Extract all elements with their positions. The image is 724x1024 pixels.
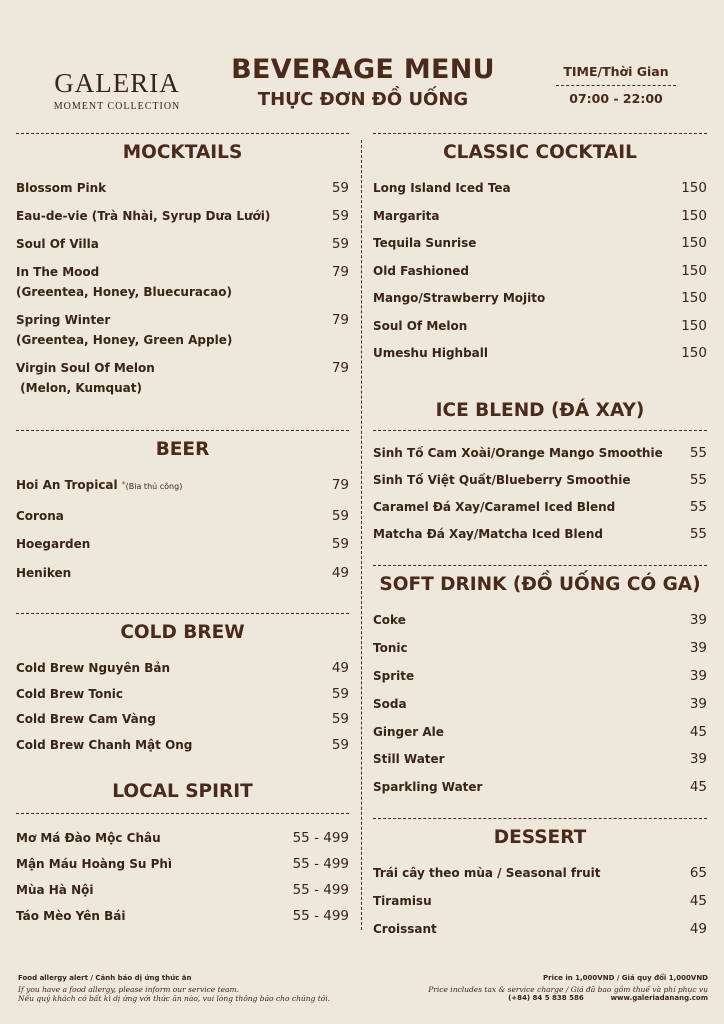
menu-item [16,506,349,526]
section-title: SOFT DRINK (ĐỒ UỐNG CÓ GA) [379,574,701,595]
menu-item-text [16,684,123,704]
section-title: BEER [155,439,210,460]
menu-item-name [16,684,123,704]
menu-item-name [373,777,482,797]
menu-item-text [16,310,232,350]
menu-item-name [16,206,270,226]
menu-item-name-text: Hoi An Tropical [16,478,118,493]
menu-item-name-text: Cold Brew Chanh Mật Ong [16,737,193,752]
menu-item-name-text: Mận Máu Hoàng Su Phì [16,857,173,872]
menu-item-text [373,777,482,797]
section-classic-cocktail [373,133,707,363]
item-list [373,443,707,544]
menu-item-name [373,443,663,463]
menu-item-name [373,919,437,939]
section-beer [16,430,349,583]
menu-item-name [373,288,545,308]
menu-item-price: 55 [689,499,707,516]
menu-item [16,310,349,350]
menu-item-text [373,443,663,463]
menu-item [373,443,707,463]
menu-item-price: 39 [689,695,707,712]
menu-item-name [373,261,469,281]
section-divider [373,565,707,566]
menu-item-text [373,863,600,883]
menu-item-name [373,178,511,198]
section-dessert [373,818,707,939]
menu-item-text [16,563,71,583]
menu-item-name-text: Spring Winter [16,313,111,328]
menu-item-name [16,735,192,755]
menu-item-text [373,722,444,742]
menu-item [16,262,349,302]
logo-name: GALERIA [54,68,180,98]
allergy-text-en: If you have a food allergy, please inform our service team. [18,985,240,994]
menu-item-name [16,854,172,874]
item-list [16,828,349,926]
item-list [373,610,707,797]
menu-item-text [16,709,156,729]
menu-item [373,749,707,769]
menu-item-price: 55 - 499 [292,882,349,899]
menu-item [373,288,707,308]
menu-item-name-text: Hoegarden [16,537,91,552]
tax-note: Price includes tax & service charge / Giá đã bao gồm thuế và phí phục vụ [428,985,708,994]
menu-item-name [16,262,232,282]
menu-item-text [16,206,270,226]
logo-subtitle: MOMENT COLLECTION [53,101,181,112]
menu-title-block [196,54,530,110]
menu-item-name-text: Tequila Sunrise [373,236,477,251]
allergy-notice [18,974,398,1003]
menu-item [16,906,349,926]
menu-item-text [373,610,406,630]
menu-item-text [16,358,155,398]
menu-item-name-text: Eau-de-vie (Trà Nhài, Syrup Dưa Lưới) [16,209,271,224]
item-list [373,863,707,939]
menu-item [16,684,349,704]
menu-item-text [373,233,476,253]
menu-item-text [373,470,631,490]
menu-item-name-text: Long Island Iced Tea [373,181,511,196]
menu-item-name [16,310,232,330]
menu-item-text [16,735,192,755]
menu-item-text [373,694,407,714]
menu-item-text [16,475,182,497]
menu-item-text [373,638,408,658]
menu-item-name [373,233,476,253]
menu-item-name [16,506,64,526]
menu-item-name-text: Sinh Tố Cam Xoài/Orange Mango Smoothie [373,446,663,461]
menu-item [16,358,349,398]
menu-title: BEVERAGE MENU [231,54,495,85]
menu-item-name-text: Margarita [373,208,440,223]
menu-item-name-text: Táo Mèo Yên Bái [16,909,126,924]
menu-item-name [16,178,106,198]
section-divider [16,133,349,134]
section-mocktails [16,133,349,398]
menu-item-name [16,563,71,583]
menu-item-name-text: Mùa Hà Nội [16,883,94,898]
contact-line [420,994,708,1002]
menu-item-description: (Greentea, Honey, Bluecuracao) [16,285,232,300]
menu-item-price: 55 [689,472,707,489]
section-divider [373,818,707,819]
menu-item-name [16,234,99,254]
menu-item [373,694,707,714]
menu-item-price: 59 [331,236,349,253]
menu-item-name-text: In The Mood [16,265,100,280]
section-divider [373,133,707,134]
section-soft-drink [373,565,707,797]
menu-item-name-text: Croissant [373,922,437,937]
menu-item [373,777,707,797]
menu-item-text [16,178,106,198]
section-title: CLASSIC COCKTAIL [443,142,637,163]
menu-item-price: 45 [689,723,707,740]
menu-item-price: 150 [681,317,707,334]
menu-item-name-text: Soul Of Melon [373,318,468,333]
menu-item [373,610,707,630]
menu-item-price: 45 [689,779,707,796]
menu-item-text [373,749,445,769]
menu-item-name-text: Cold Brew Cam Vàng [16,712,156,727]
menu-item [16,735,349,755]
menu-item-name-text: Ginger Ale [373,724,444,739]
section-title: COLD BREW [120,622,245,643]
section-divider [16,430,349,431]
menu-item [373,206,707,226]
menu-item-name [373,610,406,630]
menu-item-name-text: Heniken [16,565,72,580]
craft-marker: * [121,480,126,490]
section-ice-blend [373,401,707,544]
menu-item-name-text: Umeshu Highball [373,346,488,361]
menu-item-price: 55 - 499 [292,856,349,873]
menu-item [373,863,707,883]
menu-item-price: 49 [331,660,349,677]
menu-item [373,722,707,742]
menu-item-text [373,316,467,336]
menu-item [16,828,349,848]
phone-number[interactable]: (+84) 84 5 838 586 [508,994,584,1002]
craft-beer-tag: (Bia thủ công) [125,482,183,492]
column-divider [361,140,362,930]
time-label: TIME/Thời Gian [563,64,669,79]
menu-item-name [373,694,407,714]
menu-item [373,891,707,911]
menu-item-price: 49 [689,921,707,938]
menu-item-name-text: Tiramisu [373,894,432,909]
menu-item-description: (Melon, Kumquat) [16,381,142,396]
menu-item-name-text: Cold Brew Tonic [16,686,124,701]
menu-item-text [373,206,440,226]
price-note: Price in 1,000VND / Giá quy đổi 1,000VND [543,974,708,982]
menu-item-name-text: Soda [373,696,407,711]
menu-item-price: 39 [689,640,707,657]
menu-item [373,343,707,363]
menu-item [373,233,707,253]
menu-item-price: 39 [689,751,707,768]
menu-item-name-text: Sprite [373,668,415,683]
menu-item [373,470,707,490]
menu-item-text [16,828,161,848]
item-list [373,178,707,363]
menu-item-name [16,658,170,678]
time-value: 07:00 - 22:00 [569,91,663,106]
menu-item [373,316,707,336]
menu-item-price: 79 [331,264,349,281]
menu-item-name-text: Cold Brew Nguyên Bản [16,661,171,676]
section-cold-brew [16,613,349,755]
menu-item-text [373,178,511,198]
menu-item-name-text: Blossom Pink [16,181,107,196]
menu-item [16,658,349,678]
menu-item-name-text: Corona [16,508,64,523]
menu-item-text [16,854,172,874]
menu-item [16,206,349,226]
menu-item-price: 59 [331,685,349,702]
section-local-spirit [16,782,349,926]
menu-item-name-text: Mơ Má Đào Mộc Châu [16,831,161,846]
menu-item-text [16,880,93,900]
menu-item-name [373,470,631,490]
menu-item-text [373,919,437,939]
menu-item-name [373,343,488,363]
menu-item [16,880,349,900]
menu-item-text [16,906,125,926]
section-divider [373,430,707,431]
menu-item-price: 79 [331,477,349,494]
menu-item-price: 79 [331,360,349,377]
menu-item-name [373,524,603,544]
section-divider [16,613,349,614]
menu-item-name-text: Sparkling Water [373,780,483,795]
menu-item-text [373,288,545,308]
menu-item-name [373,206,440,226]
menu-item-price: 59 [331,711,349,728]
menu-item [373,497,707,517]
menu-item-name [16,828,161,848]
menu-item-text [373,666,414,686]
menu-item-text [16,534,90,554]
menu-item [16,854,349,874]
menu-item-price: 55 [689,526,707,543]
menu-item [16,534,349,554]
menu-item-price: 39 [689,667,707,684]
menu-item-name [373,749,445,769]
menu-item-name-text: Trái cây theo mùa / Seasonal fruit [373,866,601,881]
menu-item-name [373,638,408,658]
section-title: LOCAL SPIRIT [112,781,253,802]
section-divider [16,813,349,814]
menu-item [16,178,349,198]
menu-item-price: 79 [331,312,349,329]
menu-item-name-text: Caramel Đá Xay/Caramel Iced Blend [373,500,616,515]
menu-item-price: 55 - 499 [292,908,349,925]
time-divider [556,85,676,86]
menu-item-text [16,658,170,678]
brand-logo [52,70,182,112]
menu-item-text [373,343,488,363]
menu-item-price: 59 [331,208,349,225]
menu-item [16,563,349,583]
menu-item-name-text: Matcha Đá Xay/Matcha Iced Blend [373,527,603,542]
menu-item-name-text: Coke [373,613,406,628]
price-notice [420,974,708,1002]
item-list [16,658,349,755]
item-list [16,178,349,398]
menu-item [373,919,707,939]
menu-item-price: 59 [331,180,349,197]
menu-item [16,475,349,497]
menu-item-name [16,475,182,497]
menu-item-price: 150 [681,345,707,362]
menu-item [16,709,349,729]
menu-item-name [373,891,432,911]
menu-item-price: 150 [681,235,707,252]
menu-item [373,261,707,281]
allergy-text-vi: Nếu quý khách có bất kì dị ứng với thức ăn nào, vui lòng thông báo cho chúng tôi. [18,994,331,1003]
menu-item-price: 39 [689,612,707,629]
menu-item-name [16,906,125,926]
menu-item-text [373,497,615,517]
menu-item-name-text: Virgin Soul Of Melon [16,361,155,376]
menu-item-name [16,534,90,554]
menu-item-name [373,497,615,517]
menu-item-name [16,880,93,900]
menu-item-description: (Greentea, Honey, Green Apple) [16,333,233,348]
menu-item-name-text: Mango/Strawberry Mojito [373,291,546,306]
menu-item-text [373,524,603,544]
menu-item-text [16,506,64,526]
website-link[interactable]: www.galeriadanang.com [610,994,708,1002]
menu-item-text [16,234,99,254]
menu-item-price: 150 [681,290,707,307]
menu-item-name [16,358,155,378]
menu-item-price: 65 [689,865,707,882]
menu-item [373,178,707,198]
section-title: ICE BLEND (ĐÁ XAY) [435,400,645,421]
menu-item-name-text: Soul Of Villa [16,237,99,252]
menu-item-name [373,722,444,742]
menu-item-price: 150 [681,262,707,279]
menu-item [373,666,707,686]
menu-item-price: 59 [331,536,349,553]
menu-item-name-text: Sinh Tố Việt Quất/Blueberry Smoothie [373,473,631,488]
menu-item [373,638,707,658]
menu-item-price: 49 [331,564,349,581]
menu-item-text [16,262,232,302]
section-title: MOCKTAILS [122,142,243,163]
menu-item-name-text: Tonic [373,641,408,656]
menu-subtitle: THỰC ĐƠN ĐỒ UỐNG [257,89,469,111]
menu-item-text [373,891,432,911]
menu-item-name-text: Old Fashioned [373,263,469,278]
menu-item-name [373,316,467,336]
menu-item-name [373,666,414,686]
menu-item-name [373,863,600,883]
opening-hours [546,64,686,106]
menu-item-price: 150 [681,180,707,197]
menu-item-price: 55 - 499 [292,830,349,847]
menu-item-name-text: Still Water [373,752,445,767]
menu-item-price: 55 [689,445,707,462]
menu-item-price: 59 [331,736,349,753]
menu-item-price: 45 [689,893,707,910]
menu-item [373,524,707,544]
section-title: DESSERT [493,827,587,848]
menu-item [16,234,349,254]
allergy-title: Food allergy alert / Cảnh báo dị ứng thức ăn [18,974,192,982]
menu-item-price: 59 [331,507,349,524]
menu-item-price: 150 [681,207,707,224]
menu-item-text [373,261,469,281]
menu-item-name [16,709,156,729]
item-list [16,475,349,583]
